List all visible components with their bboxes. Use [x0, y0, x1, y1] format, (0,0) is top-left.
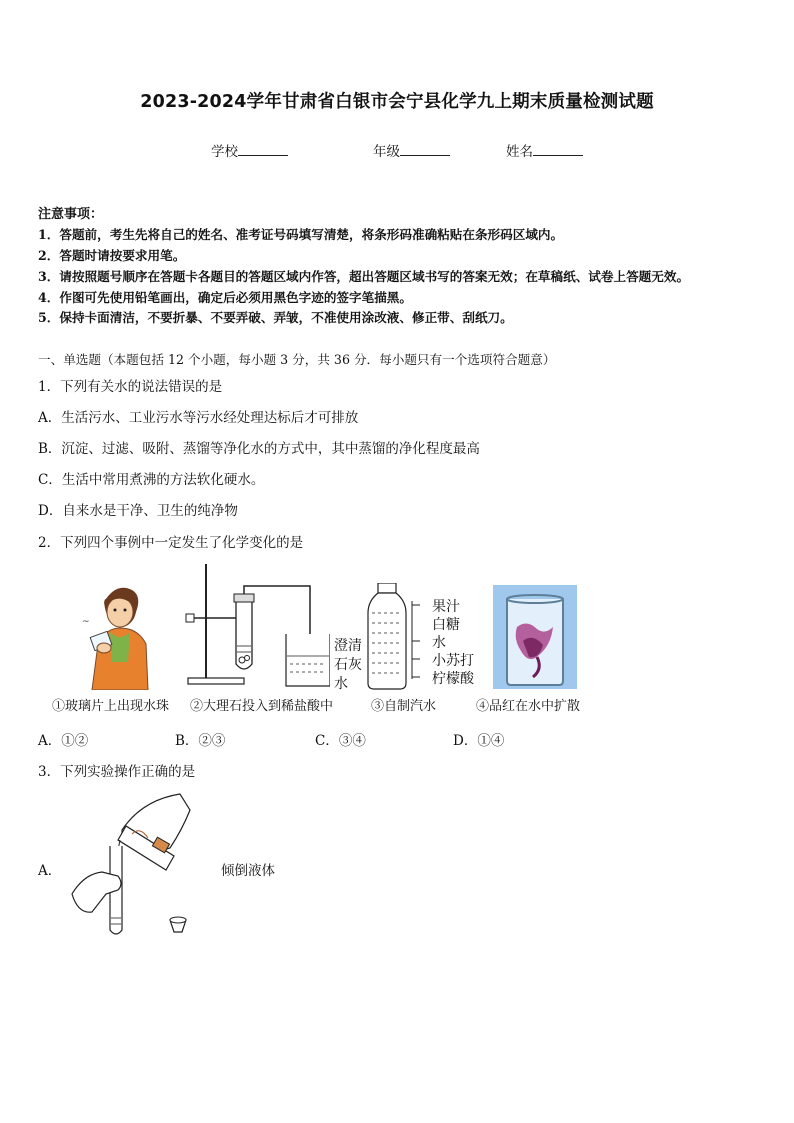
magenta-diffusion-beaker-image — [493, 585, 577, 689]
limewater-label-line: 水 — [334, 676, 348, 692]
q2-option-b[interactable]: B．②③ — [175, 733, 226, 749]
ingredient-label: 柠檬酸 — [432, 671, 474, 687]
q3-option-a-letter[interactable]: A． — [38, 863, 62, 879]
q1-option-b[interactable]: B．沉淀、过滤、吸附、蒸馏等净化水的方式中，其中蒸馏的净化程度最高 — [38, 441, 480, 457]
ingredient-label: 水 — [432, 635, 446, 651]
page-title: 2023-2024学年甘肃省白银市会宁县化学九上期末质量检测试题 — [140, 92, 654, 112]
note-item: 2．答题时请按要求用笔。 — [38, 248, 186, 263]
figure-2-caption: ②大理石投入到稀盐酸中 — [190, 699, 334, 714]
question-3-stem: 3．下列实验操作正确的是 — [38, 764, 196, 780]
svg-text:~: ~ — [82, 617, 90, 627]
school-label: 学校 — [211, 144, 238, 160]
name-blank[interactable] — [533, 142, 583, 156]
q1-option-d[interactable]: D．自来水是干净、卫生的纯净物 — [38, 503, 238, 519]
school-field[interactable] — [211, 140, 288, 160]
q3-option-a-caption: 倾倒液体 — [221, 863, 275, 879]
figure-4-caption: ④品红在水中扩散 — [476, 699, 581, 714]
note-item: 5．保持卡面清洁，不要折暴、不要弄破、弄皱，不准使用涂改液、修正带、刮纸刀。 — [38, 310, 513, 325]
limewater-label-line: 石灰 — [334, 657, 362, 673]
ingredient-label: 小苏打 — [432, 653, 474, 669]
homemade-soda-bottle-image — [366, 583, 430, 691]
q1-option-a[interactable]: A．生活污水、工业污水等污水经处理达标后才可排放 — [38, 410, 359, 426]
girl-breathing-on-glass-image — [76, 582, 156, 690]
note-item: 1．答题前，考生先将自己的姓名、准考证号码填写清楚，将条形码准确粘贴在条形码区域内。 — [38, 227, 564, 242]
grade-field[interactable] — [373, 140, 450, 160]
q2-option-c[interactable]: C．③④ — [315, 733, 366, 749]
notes-heading: 注意事项： — [38, 207, 104, 222]
name-label: 姓名 — [506, 144, 533, 160]
figure-1-caption: ①玻璃片上出现水珠 — [52, 699, 170, 714]
name-field[interactable] — [506, 140, 583, 160]
limewater-label — [334, 637, 362, 694]
grade-label: 年级 — [373, 144, 400, 160]
section-heading: 一、单选题（本题包括 12 个小题，每小题 3 分，共 36 分．每小题只有一个选项符合题意） — [38, 352, 556, 367]
limewater-label-line: 澄清 — [334, 638, 362, 654]
ingredient-label: 白糖 — [432, 617, 460, 633]
q1-option-c[interactable]: C．生活中常用煮沸的方法软化硬水。 — [38, 472, 265, 488]
note-item: 3．请按照题号顺序在答题卡各题目的答题区域内作答，超出答题区域书写的答案无效；在草稿纸、试卷上答题无效。 — [38, 269, 690, 284]
q2-option-a[interactable]: A．①② — [38, 733, 89, 749]
pouring-liquid-image — [62, 790, 202, 940]
grade-blank[interactable] — [400, 142, 450, 156]
figure-3-caption: ③自制汽水 — [371, 699, 437, 714]
question-1-stem: 1．下列有关水的说法错误的是 — [38, 379, 223, 395]
q2-option-d[interactable]: D．①④ — [453, 733, 505, 749]
soda-ingredients-label — [432, 598, 474, 688]
marble-hydrochloric-apparatus-image — [180, 560, 330, 690]
ingredient-label: 果汁 — [432, 599, 460, 615]
school-blank[interactable] — [238, 142, 288, 156]
question-2-stem: 2．下列四个事例中一定发生了化学变化的是 — [38, 535, 304, 551]
note-item: 4．作图可先使用铅笔画出，确定后必须用黑色字迹的签字笔描黑。 — [38, 290, 412, 305]
